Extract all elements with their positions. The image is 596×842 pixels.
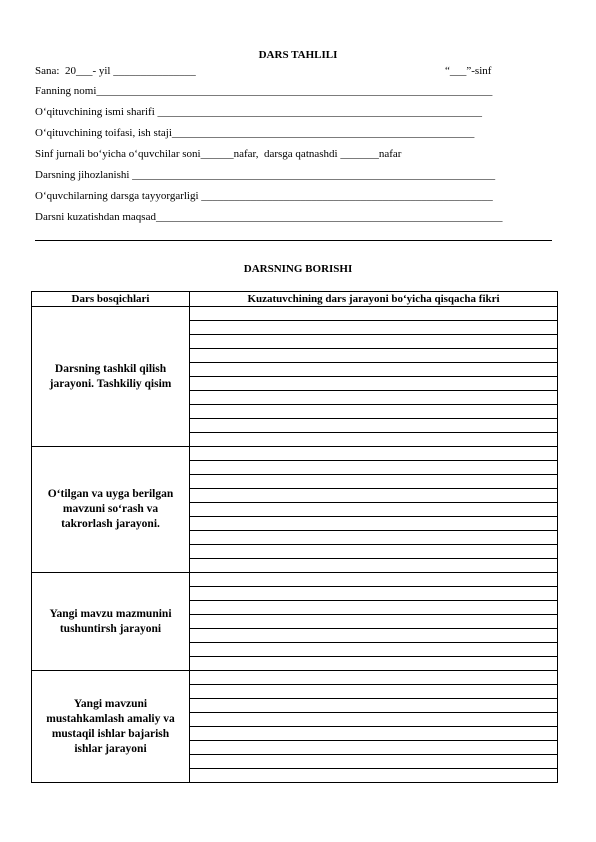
observer-notes-column-header: Kuzatuvchining dars jarayoni bo‘yicha qisqacha fikri <box>190 292 558 307</box>
notes-cell[interactable] <box>190 671 558 783</box>
note-line[interactable] <box>190 489 557 503</box>
table-row <box>32 307 558 447</box>
note-line[interactable] <box>190 615 557 629</box>
note-line[interactable] <box>190 769 557 782</box>
observation-goal-line: Darsni kuzatishdan maqsad_______________________________________________________________ <box>35 211 503 223</box>
table-row <box>32 573 558 671</box>
stage-label: Yangi mavzu mazmunini tushuntirsh jarayoni <box>32 573 190 671</box>
note-line[interactable] <box>190 391 557 405</box>
note-line[interactable] <box>190 377 557 391</box>
note-line[interactable] <box>190 601 557 615</box>
note-line[interactable] <box>190 349 557 363</box>
date-line: Sana: 20___- yil _______________ <box>35 65 196 77</box>
stage-label: Darsning tashkil qilish jarayoni. Tashkiliy qisim <box>32 307 190 447</box>
document-title: DARS TAHLILI <box>258 49 338 61</box>
note-line[interactable] <box>190 699 557 713</box>
note-line[interactable] <box>190 559 557 572</box>
note-line[interactable] <box>190 321 557 335</box>
note-line[interactable] <box>190 503 557 517</box>
note-line[interactable] <box>190 419 557 433</box>
lesson-stages-table <box>31 291 558 783</box>
note-line[interactable] <box>190 573 557 587</box>
stage-label: Yangi mavzuni mustahkamlash amaliy va mustaqil ishlar bajarish ishlar jarayoni <box>32 671 190 783</box>
note-line[interactable] <box>190 727 557 741</box>
class-journal-line: Sinf jurnali bo‘yicha o‘quvchilar soni______nafar, darsga qatnashdi _______nafar <box>35 148 402 160</box>
stage-label: O‘tilgan va uyga berilgan mavzuni so‘rash va takrorlash jarayoni. <box>32 447 190 573</box>
note-line[interactable] <box>190 587 557 601</box>
notes-cell[interactable] <box>190 307 558 447</box>
section-title: DARSNING BORISHI <box>243 263 353 275</box>
table-row <box>32 671 558 783</box>
note-line[interactable] <box>190 335 557 349</box>
teacher-category-line: O‘qituvchining toifasi, ish staji_______________________________________________________ <box>35 127 475 139</box>
note-line[interactable] <box>190 713 557 727</box>
table-row <box>32 447 558 573</box>
note-line[interactable] <box>190 363 557 377</box>
note-line[interactable] <box>190 629 557 643</box>
note-line[interactable] <box>190 517 557 531</box>
blank-rule <box>35 240 552 241</box>
student-preparation-line: O‘quvchilarning darsga tayyorgarligi _____________________________________________________ <box>35 190 493 202</box>
subject-name-line: Fanning nomi________________________________________________________________________ <box>35 85 493 97</box>
teacher-name-line: O‘qituvchining ismi sharifi ___________________________________________________________ <box>35 106 483 118</box>
note-line[interactable] <box>190 685 557 699</box>
class-field: “___”-sinf <box>445 65 492 77</box>
table-header-row <box>32 292 558 307</box>
note-line[interactable] <box>190 307 557 321</box>
note-line[interactable] <box>190 755 557 769</box>
note-line[interactable] <box>190 657 557 670</box>
note-line[interactable] <box>190 433 557 446</box>
stages-column-header: Dars bosqichlari <box>32 292 190 307</box>
note-line[interactable] <box>190 545 557 559</box>
note-line[interactable] <box>190 461 557 475</box>
note-line[interactable] <box>190 405 557 419</box>
notes-cell[interactable] <box>190 573 558 671</box>
note-line[interactable] <box>190 643 557 657</box>
note-line[interactable] <box>190 447 557 461</box>
equipment-line: Darsning jihozlanishi __________________________________________________________________ <box>35 169 496 181</box>
note-line[interactable] <box>190 671 557 685</box>
note-line[interactable] <box>190 531 557 545</box>
notes-cell[interactable] <box>190 447 558 573</box>
note-line[interactable] <box>190 475 557 489</box>
note-line[interactable] <box>190 741 557 755</box>
